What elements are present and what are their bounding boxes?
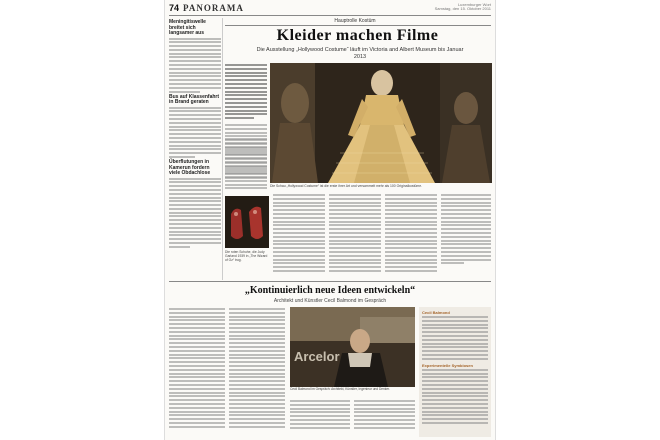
section-name: PANORAMA xyxy=(183,3,244,13)
second-column-4 xyxy=(354,400,415,438)
section-rule xyxy=(169,281,491,282)
newspaper-page xyxy=(165,0,495,440)
brief-2-text xyxy=(169,107,221,158)
feature-column-5 xyxy=(441,194,491,278)
sidebar-box xyxy=(419,307,491,437)
feature-column-4 xyxy=(385,194,437,278)
feature-column-3 xyxy=(329,194,381,278)
balmond-photo xyxy=(290,307,415,387)
paper-name: Luxemburger Wort xyxy=(457,2,491,7)
brief-3-title: Überflutungen in Kamerun fordern viele Obdachlose xyxy=(169,159,211,177)
page-number: 74 xyxy=(169,3,180,13)
costume-photo xyxy=(270,63,492,183)
costume-illustration xyxy=(270,63,492,183)
brief-3-text xyxy=(169,178,221,248)
masthead xyxy=(169,3,491,15)
shoes-illustration xyxy=(225,196,269,248)
balmond-caption: Cecil Balmond im Gespräch: Architekt, Künstler, Ingenieur und Denker. xyxy=(290,387,390,391)
feature-kicker: Hauptrolle Kostüm xyxy=(334,18,376,24)
brief-1-title: Meningitiswelle breitet sich langsamer aus xyxy=(169,19,206,36)
second-column-2 xyxy=(229,308,285,438)
feature-subtitle: Die Ausstellung „Hollywood Costume“ läuft im Victoria and Albert Museum bis Januar 2013 xyxy=(256,47,464,60)
second-subtitle: Architekt und Künstler Cecil Balmond im Gespräch xyxy=(273,298,387,304)
second-column-1 xyxy=(169,308,225,438)
sidebox-title: Cecil Balmond xyxy=(422,310,450,315)
photo-sign: Arcelor xyxy=(294,349,340,364)
column-divider xyxy=(222,18,223,280)
feature-column-1 xyxy=(225,138,267,194)
costume-caption: Die Schau „Hollywood Costume“ ist die erste ihrer Art und versammelt mehr als 100 Originalkostüme. xyxy=(270,184,423,188)
sidebox-text xyxy=(422,369,488,424)
briefs-column xyxy=(169,18,221,278)
brief-1-text xyxy=(169,38,221,93)
sidebox-intro xyxy=(422,316,488,360)
sidebox-subtitle: Experimentelle Symbiosen xyxy=(422,362,473,368)
shoes-caption: Die roten Schuhe, die Judy Garland 1939 in „The Wizard of Oz“ trug. xyxy=(225,250,268,262)
second-headline: „Kontinuierlich neue Ideen entwickeln“ xyxy=(244,285,416,296)
second-column-3 xyxy=(290,400,350,438)
feature-column-2 xyxy=(273,194,325,278)
brief-2-title: Bus auf Klassenfahrt in Brand geraten xyxy=(169,93,220,106)
paper-date: Samstag, den 15. Oktober 2011 xyxy=(434,6,491,11)
paper-info xyxy=(401,3,491,11)
header-rule xyxy=(169,15,491,16)
feature-headline: Kleider machen Filme xyxy=(276,27,439,44)
kicker-rule xyxy=(225,25,491,26)
balmond-illustration xyxy=(290,307,415,387)
shoes-photo xyxy=(225,196,269,248)
